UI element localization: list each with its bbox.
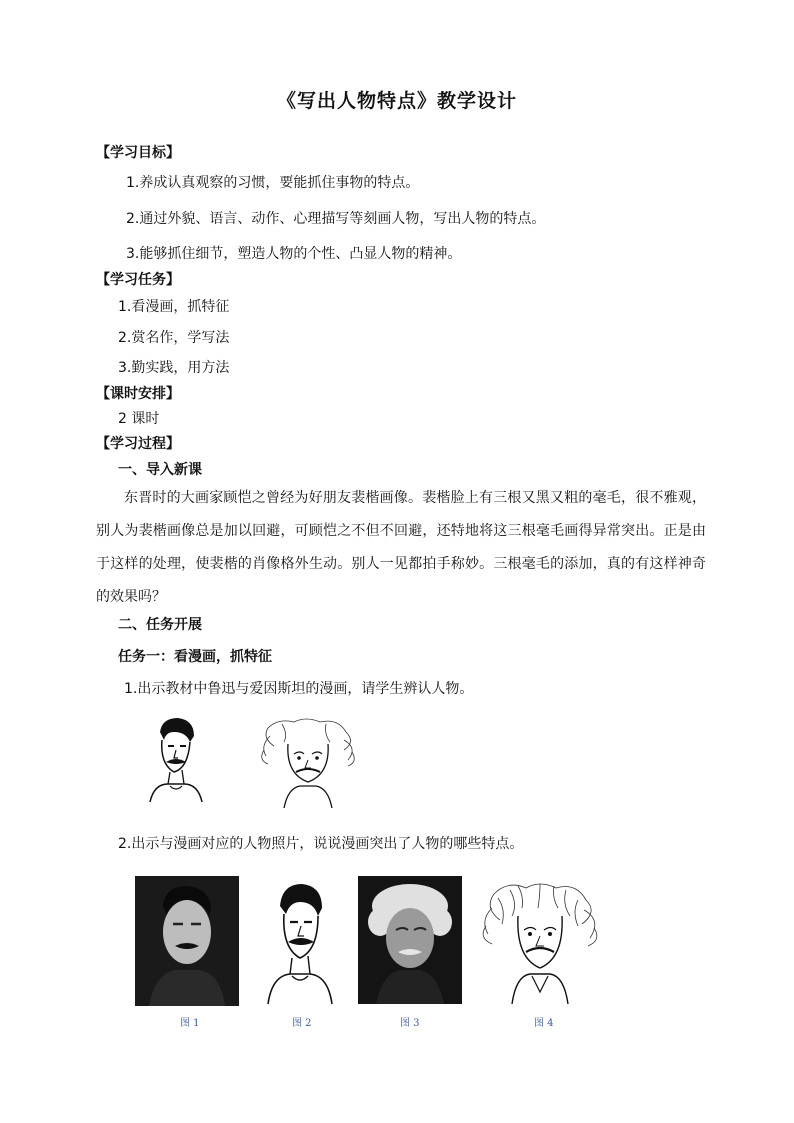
luxun-cartoon-small: [140, 712, 210, 804]
part1-heading: 一、导入新课: [118, 462, 202, 478]
task-item-1: 1.看漫画，抓特征: [118, 299, 230, 315]
figure-caption-3: 图 3: [400, 1018, 420, 1029]
schedule-value: 2 课时: [118, 411, 160, 427]
einstein-cartoon-small: [254, 716, 362, 808]
goal-item-1: 1.养成认真观察的习惯，要能抓住事物的特点。: [126, 175, 420, 191]
process-heading: 【学习过程】: [96, 436, 180, 452]
tasks-heading: 【学习任务】: [96, 272, 180, 288]
goal-item-3: 3.能够抓住细节，塑造人物的个性、凸显人物的精神。: [126, 246, 462, 262]
luxun-photo: [135, 876, 239, 1006]
page-title: 《写出人物特点》教学设计: [276, 90, 517, 112]
step1-text: 1.出示教材中鲁迅与爱因斯坦的漫画，请学生辨认人物。: [124, 681, 474, 697]
einstein-photo: [358, 876, 462, 1004]
figure-caption-2: 图 2: [292, 1018, 312, 1029]
luxun-cartoon: [262, 878, 338, 1006]
goals-heading: 【学习目标】: [96, 145, 180, 161]
part1-paragraph: 东晋时的大画家顾恺之曾经为好朋友裴楷画像。裴楷脸上有三根又黑又粗的毫毛，很不雅观，别人为裴楷画像总是加以回避，可顾恺之不但不回避，还特地将这三根毫毛画得异常突出。正是由于这样的处理，使裴楷的肖像格外生动。别人一见都拍手称妙。三根毫毛的添加，真的有这样神奇的效果吗？: [96, 490, 706, 605]
figure-caption-4: 图 4: [534, 1018, 554, 1029]
step2-text: 2.出示与漫画对应的人物照片，说说漫画突出了人物的哪些特点。: [118, 836, 524, 852]
einstein-cartoon: [478, 880, 604, 1004]
task-item-2: 2.赏名作，学写法: [118, 330, 230, 346]
goal-item-2: 2.通过外貌、语言、动作、心理描写等刻画人物，写出人物的特点。: [126, 211, 546, 227]
task-item-3: 3.勤实践，用方法: [118, 360, 230, 376]
task1-heading: 任务一：看漫画，抓特征: [118, 649, 272, 665]
part2-heading: 二、任务开展: [118, 617, 202, 633]
schedule-heading: 【课时安排】: [96, 386, 180, 402]
figure-caption-1: 图 1: [180, 1018, 200, 1029]
